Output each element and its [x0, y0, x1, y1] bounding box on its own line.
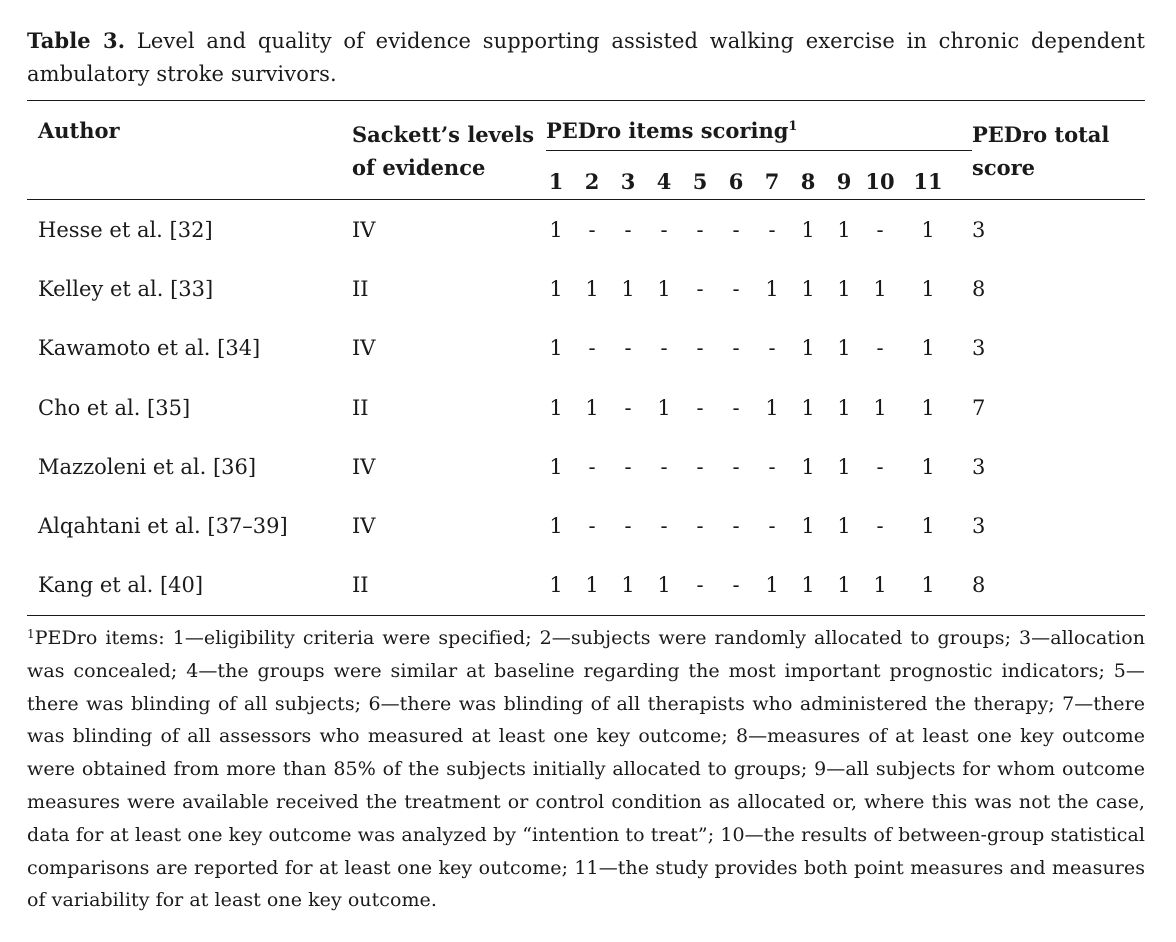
pedro-item-score: - — [696, 336, 704, 361]
pedro-item-score: 1 — [549, 514, 563, 539]
pedro-item-score: - — [768, 514, 776, 539]
pedro-item-score: 1 — [921, 217, 935, 242]
pedro-item-score: - — [876, 336, 884, 361]
pedro-item-number: 9 — [836, 169, 852, 194]
pedro-item-score: - — [768, 336, 776, 361]
table-row — [27, 200, 1145, 259]
pedro-item-number: 3 — [620, 169, 636, 194]
pedro-scores-cell — [546, 437, 972, 496]
pedro-item-score: 1 — [549, 454, 563, 479]
pedro-item-number: 10 — [865, 169, 895, 194]
pedro-scores-cell — [546, 259, 972, 318]
pedro-item-score: - — [696, 276, 704, 301]
pedro-item-score: - — [876, 217, 884, 242]
author-cell: Cho et al. [35] — [38, 395, 191, 420]
author-cell: Kelley et al. [33] — [38, 276, 214, 301]
pedro-item-score: - — [768, 217, 776, 242]
pedro-item-score: 1 — [765, 276, 779, 301]
caption-label: Table 3. — [27, 28, 126, 53]
pedro-item-score: - — [624, 217, 632, 242]
pedro-item-score: 1 — [921, 454, 935, 479]
pedro-item-score: 1 — [921, 573, 935, 598]
pedro-item-score: - — [660, 217, 668, 242]
table-row — [27, 496, 1145, 555]
pedro-item-score: - — [696, 217, 704, 242]
pedro-item-score: - — [624, 336, 632, 361]
pedro-item-number: 4 — [656, 169, 672, 194]
pedro-item-score: 1 — [549, 217, 563, 242]
table-row — [27, 378, 1145, 437]
pedro-item-score: 1 — [801, 573, 815, 598]
pedro-item-score: - — [588, 514, 596, 539]
pedro-item-score: 1 — [801, 276, 815, 301]
pedro-item-score: 1 — [837, 395, 851, 420]
pedro-item-score: 1 — [801, 514, 815, 539]
table-row — [27, 437, 1145, 496]
pedro-item-score: 1 — [765, 395, 779, 420]
footnote-text: PEDro items: 1—eligibility criteria were specified; 2—subjects were randomly allocated to groups; 3—allocation was concealed; 4—the groups were similar at baseline regarding the most important prognostic indicators; 5—there was blinding of all subjects; 6—there was blinding of all therapists who administered the therapy; 7—there was blinding of all assessors who measured at least one key outcome; 8—measures of at least one key outcome were obtained from more than 85% of the subjects initially allocated to groups; 9—all subjects for whom outcome measures were available received the treatment or control condition as allocated or, where this was not the case, data for at least one key outcome was analyzed by “intention to treat”; 10—the results of between-group statistical comparisons are reported for at least one key outcome; 11—the study provides both point measures and measures of variability for at least one key outcome. — [27, 627, 1145, 912]
pedro-item-score: 1 — [585, 395, 599, 420]
pedro-scores-cell — [546, 556, 972, 615]
pedro-item-score: 1 — [621, 573, 635, 598]
pedro-total-cell: 3 — [972, 454, 986, 479]
header-row — [27, 101, 1145, 200]
pedro-item-score: 1 — [837, 217, 851, 242]
pedro-item-score: - — [624, 514, 632, 539]
pedro-item-score: - — [660, 336, 668, 361]
evidence-level-cell: II — [352, 395, 369, 420]
pedro-item-score: - — [876, 454, 884, 479]
pedro-item-score: - — [696, 514, 704, 539]
pedro-item-score: 1 — [837, 276, 851, 301]
pedro-item-score: - — [696, 573, 704, 598]
author-cell: Kawamoto et al. [34] — [38, 336, 261, 361]
pedro-item-score: - — [732, 454, 740, 479]
pedro-items-footnote-mark: 1 — [788, 119, 798, 134]
pedro-item-score: 1 — [873, 276, 887, 301]
pedro-item-score: - — [876, 514, 884, 539]
pedro-item-score: - — [732, 336, 740, 361]
pedro-scores-cell — [546, 496, 972, 555]
pedro-item-number: 5 — [692, 169, 708, 194]
pedro-item-score: 1 — [801, 217, 815, 242]
pedro-item-score: 1 — [801, 454, 815, 479]
pedro-item-score: - — [588, 454, 596, 479]
pedro-scores-cell — [546, 378, 972, 437]
pedro-items-title: PEDro items scoring$^1$ — [546, 118, 972, 151]
pedro-item-numbers — [546, 169, 972, 199]
table-body — [27, 200, 1145, 615]
pedro-total-cell: 8 — [972, 276, 986, 301]
pedro-item-score: 1 — [801, 336, 815, 361]
table-row — [27, 259, 1145, 318]
pedro-item-number: 8 — [800, 169, 816, 194]
pedro-item-score: - — [624, 454, 632, 479]
evidence-level-cell: IV — [352, 514, 376, 539]
pedro-item-score: - — [732, 573, 740, 598]
header-pedro-total: PEDro total score — [972, 122, 1110, 180]
pedro-item-score: 1 — [921, 276, 935, 301]
pedro-item-score: - — [768, 454, 776, 479]
pedro-item-score: 1 — [873, 573, 887, 598]
evidence-level-cell: II — [352, 276, 369, 301]
pedro-item-number: 7 — [764, 169, 780, 194]
table-caption — [27, 24, 1145, 91]
caption-text: Level and quality of evidence supporting assisted walking exercise in chronic dependent ambulatory stroke survivors. — [27, 29, 1146, 86]
pedro-item-score: - — [732, 395, 740, 420]
pedro-item-score: - — [696, 454, 704, 479]
pedro-item-score: 1 — [921, 514, 935, 539]
pedro-item-score: - — [660, 454, 668, 479]
evidence-level-cell: IV — [352, 454, 376, 479]
pedro-item-score: 1 — [549, 395, 563, 420]
pedro-item-score: 1 — [549, 276, 563, 301]
footnote-mark: 1 — [27, 627, 35, 642]
pedro-item-score: - — [588, 336, 596, 361]
pedro-item-score: 1 — [657, 573, 671, 598]
table-figure — [27, 24, 1145, 917]
pedro-item-score: 1 — [549, 336, 563, 361]
pedro-item-score: 1 — [585, 276, 599, 301]
pedro-item-score: 1 — [873, 395, 887, 420]
table-row — [27, 319, 1145, 378]
author-cell: Kang et al. [40] — [38, 573, 204, 598]
pedro-item-score: 1 — [585, 573, 599, 598]
header-author: Author — [38, 118, 120, 143]
evidence-level-cell: II — [352, 573, 369, 598]
table-row — [27, 556, 1145, 615]
header-sackett: Sackett’s levels of evidence — [352, 122, 535, 180]
pedro-item-number: 1 — [548, 169, 564, 194]
pedro-item-number: 2 — [584, 169, 600, 194]
pedro-item-score: 1 — [921, 395, 935, 420]
pedro-total-cell: 8 — [972, 573, 986, 598]
bottom-rule — [27, 615, 1145, 616]
pedro-item-score: 1 — [657, 276, 671, 301]
pedro-item-score: 1 — [837, 514, 851, 539]
pedro-item-score: - — [624, 395, 632, 420]
evidence-level-cell: IV — [352, 217, 376, 242]
pedro-item-score: 1 — [837, 336, 851, 361]
pedro-item-score: - — [660, 514, 668, 539]
table-footnote — [27, 622, 1145, 917]
pedro-scores-cell — [546, 200, 972, 259]
pedro-item-score: 1 — [549, 573, 563, 598]
pedro-item-score: - — [588, 217, 596, 242]
pedro-item-score: - — [696, 395, 704, 420]
evidence-level-cell: IV — [352, 336, 376, 361]
pedro-item-score: 1 — [837, 454, 851, 479]
pedro-item-score: 1 — [801, 395, 815, 420]
author-cell: Hesse et al. [32] — [38, 217, 213, 242]
pedro-item-number: 11 — [913, 169, 943, 194]
header-pedro-items — [546, 101, 972, 200]
pedro-total-cell: 7 — [972, 395, 986, 420]
pedro-total-cell: 3 — [972, 514, 986, 539]
pedro-item-score: - — [732, 514, 740, 539]
author-cell: Alqahtani et al. [37–39] — [38, 514, 288, 539]
author-cell: Mazzoleni et al. [36] — [38, 454, 257, 479]
evidence-table — [27, 101, 1145, 615]
pedro-item-score: 1 — [621, 276, 635, 301]
pedro-item-score: 1 — [765, 573, 779, 598]
pedro-item-score: 1 — [921, 336, 935, 361]
pedro-item-number: 6 — [728, 169, 744, 194]
pedro-scores-cell — [546, 319, 972, 378]
pedro-total-cell: 3 — [972, 336, 986, 361]
pedro-item-score: - — [732, 217, 740, 242]
pedro-item-score: 1 — [837, 573, 851, 598]
pedro-item-score: 1 — [657, 395, 671, 420]
pedro-total-cell: 3 — [972, 217, 986, 242]
pedro-item-score: - — [732, 276, 740, 301]
